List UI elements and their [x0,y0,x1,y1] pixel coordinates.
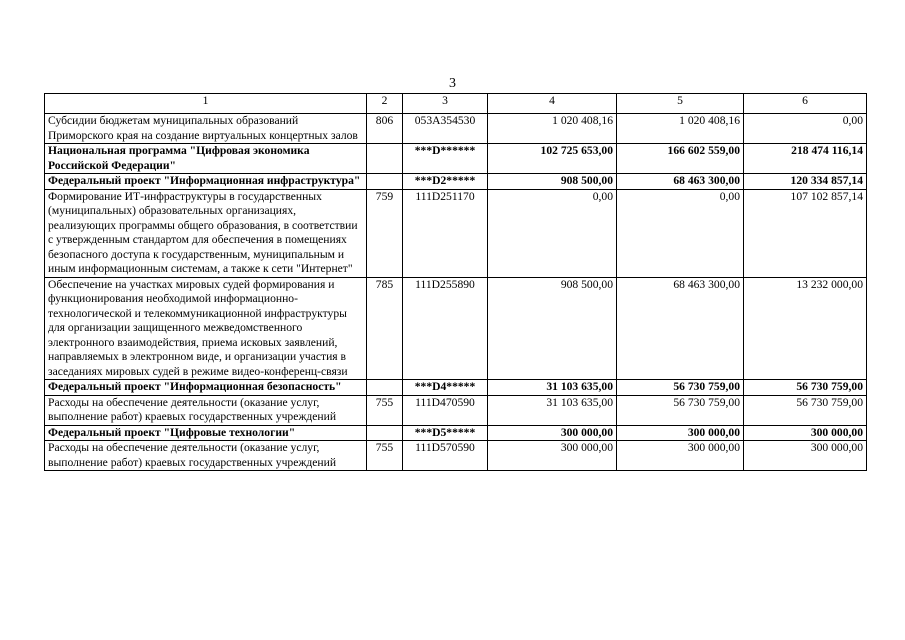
row-amount-col4: 102 725 653,00 [488,144,617,174]
column-header: 4 [488,94,617,114]
row-grbs-cell [367,174,403,190]
table-row [45,174,867,190]
budget-table [44,93,867,471]
column-header: 6 [744,94,867,114]
row-grbs-cell: 806 [367,114,403,144]
row-name-cell: Формирование ИТ-инфраструктуры в государственных (муниципальных) образовательных организациях, реализующих программы общего образования, в соответствии с утвержденным стандартом для обеспечения в помещениях безопасного доступа к государственным, муниципальным и иным информационным системам, а также к сети "Интернет" [45,189,367,277]
row-name-cell: Субсидии бюджетам муниципальных образований Приморского края на создание виртуальных концертных залов [45,114,367,144]
row-amount-col4: 0,00 [488,189,617,277]
row-name-cell: Федеральный проект "Цифровые технологии" [45,425,367,441]
table-row [45,380,867,396]
page-number: 3 [449,76,456,91]
row-amount-col5: 56 730 759,00 [617,395,744,425]
row-amount-col6: 218 474 116,14 [744,144,867,174]
table-row [45,425,867,441]
row-amount-col5: 0,00 [617,189,744,277]
row-grbs-cell: 755 [367,395,403,425]
row-amount-col5: 68 463 300,00 [617,174,744,190]
row-grbs-cell [367,144,403,174]
row-code-cell: ***D5***** [403,425,488,441]
row-name-cell: Расходы на обеспечение деятельности (оказание услуг, выполнение работ) краевых государственных учреждений [45,441,367,471]
row-amount-col4: 300 000,00 [488,441,617,471]
row-amount-col6: 56 730 759,00 [744,380,867,396]
row-amount-col5: 68 463 300,00 [617,277,744,380]
row-name-cell: Федеральный проект "Информационная инфраструктура" [45,174,367,190]
row-amount-col5: 166 602 559,00 [617,144,744,174]
row-amount-col4: 31 103 635,00 [488,380,617,396]
row-code-cell: ***D****** [403,144,488,174]
table-row [45,189,867,277]
row-grbs-cell: 785 [367,277,403,380]
table-row [45,277,867,380]
column-header: 2 [367,94,403,114]
row-code-cell: 111D470590 [403,395,488,425]
row-name-cell: Обеспечение на участках мировых судей формирования и функционирования необходимой информационно-технологической и телекоммуникационной инфраструктуры для организации защищенного межведомственного электронного взаимодействия, приема исковых заявлений, направляемых в электронном виде, и организации участия в заседаниях мировых судей в режиме видео-конференц-связи [45,277,367,380]
column-header: 5 [617,94,744,114]
row-grbs-cell: 755 [367,441,403,471]
row-code-cell: 111D251170 [403,189,488,277]
row-amount-col5: 300 000,00 [617,441,744,471]
row-amount-col6: 300 000,00 [744,425,867,441]
row-amount-col6: 107 102 857,14 [744,189,867,277]
row-amount-col6: 56 730 759,00 [744,395,867,425]
row-amount-col4: 1 020 408,16 [488,114,617,144]
row-amount-col5: 300 000,00 [617,425,744,441]
row-amount-col6: 13 232 000,00 [744,277,867,380]
row-amount-col6: 120 334 857,14 [744,174,867,190]
column-header: 3 [403,94,488,114]
row-code-cell: 111D570590 [403,441,488,471]
row-code-cell: 053A354530 [403,114,488,144]
column-header-row [45,94,867,114]
row-name-cell: Расходы на обеспечение деятельности (оказание услуг, выполнение работ) краевых государственных учреждений [45,395,367,425]
row-code-cell: ***D2***** [403,174,488,190]
row-amount-col6: 0,00 [744,114,867,144]
row-name-cell: Национальная программа "Цифровая экономика Российской Федерации" [45,144,367,174]
row-code-cell: ***D4***** [403,380,488,396]
row-amount-col5: 1 020 408,16 [617,114,744,144]
table-row [45,395,867,425]
row-amount-col4: 908 500,00 [488,277,617,380]
row-amount-col4: 300 000,00 [488,425,617,441]
column-header: 1 [45,94,367,114]
row-amount-col6: 300 000,00 [744,441,867,471]
row-name-cell: Федеральный проект "Информационная безопасность" [45,380,367,396]
row-amount-col5: 56 730 759,00 [617,380,744,396]
table-row [45,441,867,471]
table-row [45,114,867,144]
table-row [45,144,867,174]
row-grbs-cell [367,380,403,396]
row-grbs-cell: 759 [367,189,403,277]
row-code-cell: 111D255890 [403,277,488,380]
row-amount-col4: 31 103 635,00 [488,395,617,425]
row-amount-col4: 908 500,00 [488,174,617,190]
row-grbs-cell [367,425,403,441]
